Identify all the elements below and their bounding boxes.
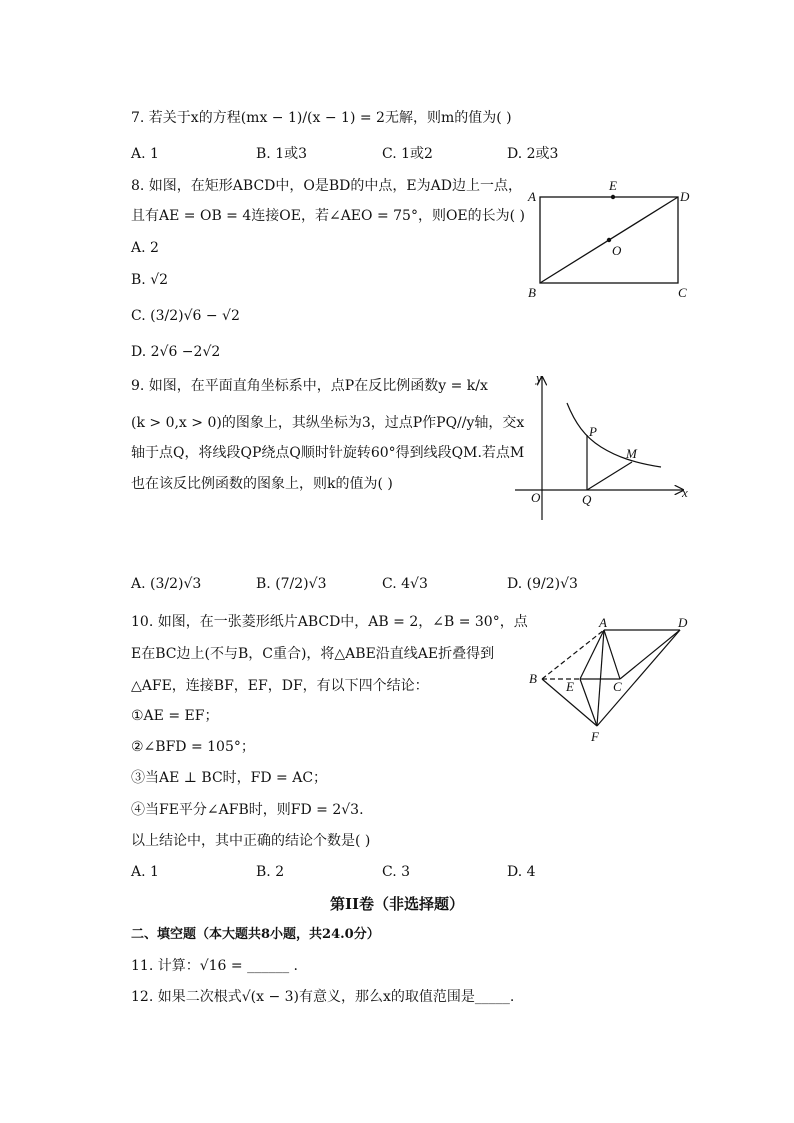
q8-rectangle-figure <box>520 175 700 305</box>
q10-line3: △AFE，连接BF，EF，DF，有以下四个结论： <box>131 678 429 694</box>
q10-label-e: E <box>566 679 574 694</box>
q10-label-a: A <box>599 615 607 630</box>
q10-conclusion-4: ④当FE平分∠AFB时，则FD = 2√3. <box>131 802 364 818</box>
q9-option-b: B. (7/2)√3 <box>256 576 327 592</box>
q8-option-c: C. (3/2)√6 − √2 <box>131 308 240 324</box>
q10-conclusion-1: ①AE = EF； <box>131 708 219 724</box>
q10-rhombus-figure <box>520 610 700 745</box>
q9-label-q: Q <box>582 492 592 507</box>
q8-option-d: D. 2√6 −2√2 <box>131 344 221 360</box>
q9-label-y: y <box>536 370 542 385</box>
q10-line1: 10. 如图，在一张菱形纸片ABCD中，AB = 2，∠B = 30°，点 <box>131 614 528 630</box>
q10-line4: 以上结论中，其中正确的结论个数是( ) <box>131 833 371 849</box>
q9-line2: (k > 0,x > 0)的图象上，其纵坐标为3，过点P作PQ//y轴，交x <box>131 415 525 431</box>
q8-option-a: A. 2 <box>131 240 159 256</box>
q9-line1: 9. 如图，在平面直角坐标系中，点P在反比例函数y = k/x <box>131 378 488 394</box>
q10-label-b: B <box>529 671 537 686</box>
q10-option-c: C. 3 <box>382 864 411 880</box>
q9-option-c: C. 4√3 <box>382 576 428 592</box>
q8-option-b: B. √2 <box>131 272 169 288</box>
q8-label-a: A <box>528 189 536 204</box>
q7-option-c: C. 1或2 <box>382 146 433 162</box>
q9-label-o: O <box>531 490 541 505</box>
q10-conclusion-3: ③当AE ⊥ BC时，FD = AC； <box>131 770 328 786</box>
q9-option-a: A. (3/2)√3 <box>131 576 202 592</box>
q10-conclusion-2: ②∠BFD = 105°； <box>131 739 255 755</box>
q10-label-d: D <box>678 615 688 630</box>
q8-line2: 且有AE = OB = 4连接OE，若∠AEO = 75°，则OE的长为( ) <box>131 208 526 224</box>
q10-line2: E在BC边上(不与B，C重合)，将△ABE沿直线AE折叠得到 <box>131 646 495 662</box>
section-title: 第II卷（非选择题） <box>329 895 465 913</box>
q7-option-a: A. 1 <box>131 146 159 162</box>
q9-label-p: P <box>589 424 597 439</box>
q10-label-c: C <box>613 679 622 694</box>
q9-label-m: M <box>626 446 637 461</box>
q7-option-b: B. 1或3 <box>256 146 308 162</box>
q9-label-x: x <box>682 485 688 500</box>
q9-option-d: D. (9/2)√3 <box>507 576 578 592</box>
q8-label-e: E <box>609 178 617 193</box>
q8-label-b: B <box>528 285 536 300</box>
q9-coordinate-figure <box>505 365 695 525</box>
q9-line4: 也在该反比例函数的图象上，则k的值为( ) <box>131 476 393 492</box>
q10-option-a: A. 1 <box>131 864 159 880</box>
q7-option-d: D. 2或3 <box>507 146 559 162</box>
q7-stem: 7. 若关于x的方程(mx − 1)/(x − 1) = 2无解，则m的值为( ) <box>131 110 512 126</box>
q8-label-o: O <box>612 243 622 258</box>
q12-text: 12. 如果二次根式√(x − 3)有意义，那么x的取值范围是_____. <box>131 989 515 1005</box>
q10-option-d: D. 4 <box>507 864 536 880</box>
q8-line1: 8. 如图，在矩形ABCD中，O是BD的中点，E为AD边上一点， <box>131 178 522 194</box>
q9-line3: 轴于点Q，将线段QP绕点Q顺时针旋转60°得到线段QM.若点M <box>131 445 525 461</box>
q8-label-d: D <box>680 189 690 204</box>
part2-heading: 二、填空题（本大题共8小题，共24.0分） <box>131 927 380 942</box>
q8-label-c: C <box>678 285 687 300</box>
q10-option-b: B. 2 <box>256 864 285 880</box>
q10-label-f: F <box>591 729 599 744</box>
q11-text: 11. 计算：√16 = ______ . <box>131 958 298 974</box>
